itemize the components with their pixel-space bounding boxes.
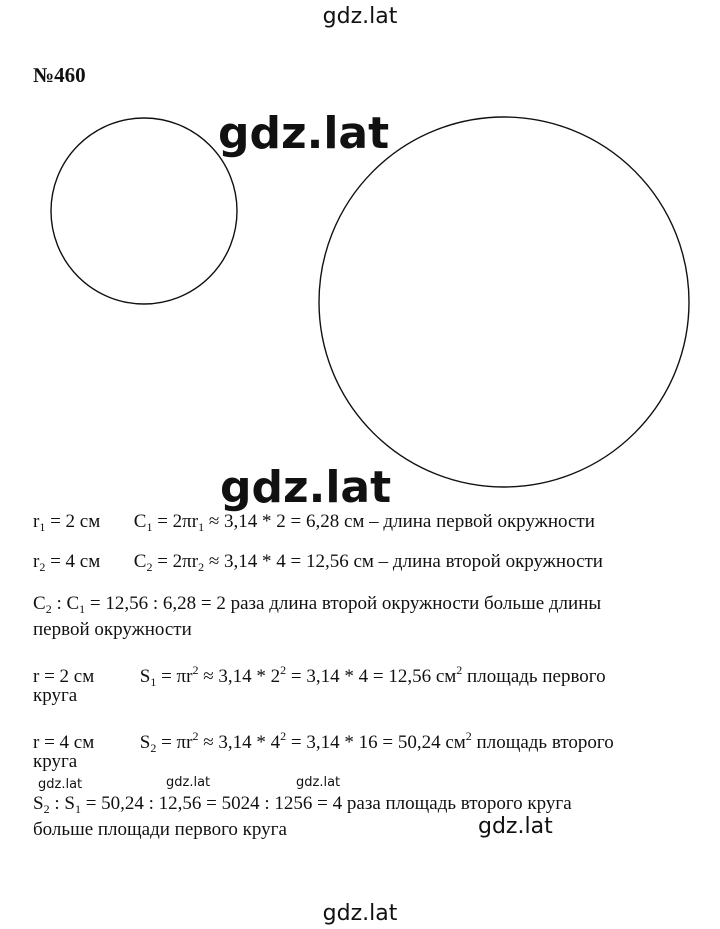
task-number: №460 bbox=[33, 63, 86, 87]
line-radius-1: $r_1 = 2$ см $C_1 = 2\pi r_1 \approx 3,14 * 2 = 6,28$ см – длина первой окружности bbox=[33, 511, 595, 534]
line-area-2-cont: круга bbox=[33, 751, 78, 772]
watermark-small-1: gdz.lat bbox=[38, 777, 83, 792]
watermark-large-2: gdz.lat bbox=[220, 462, 392, 513]
line-ratio-area: $S_2$ : $S_1 = 50,24$ : 12,56 = 5024 : 1256 = 4 раза площадь второго круга bbox=[33, 793, 572, 816]
watermark-small-2: gdz.lat bbox=[166, 775, 211, 790]
line-ratio-area-cont: больше площади первого круга bbox=[33, 819, 287, 840]
watermark-mid: gdz.lat bbox=[478, 814, 553, 839]
line-area-2: r = 4 см $S_2 = \pi r^2 \approx 3,14 * 4^2 = 3,14 * 16 = 50,24$ $см^2$ площадь второго bbox=[33, 729, 614, 755]
line-ratio-length: $C_2$ : $C_1 = 12,56$ : 6,28 = 2 раза длина второй окружности больше длины bbox=[33, 593, 602, 616]
line-radius-2: $r_2 = 4$ см $C_2 = 2\pi r_2 \approx 3,14 * 4 = 12,56$ см – длина второй окружности bbox=[33, 551, 603, 574]
line-area-1: r = 2 см $S_1 = \pi r^2 \approx 3,14 * 2^2 = 3,14 * 4 = 12,56$ $см^2$ площадь первого bbox=[33, 663, 606, 689]
line-ratio-length-cont: первой окружности bbox=[33, 619, 192, 640]
watermark-top: gdz.lat bbox=[322, 4, 398, 29]
watermark-small-3: gdz.lat bbox=[296, 775, 341, 790]
small-circle bbox=[51, 118, 237, 304]
watermark-large-1: gdz.lat bbox=[218, 108, 390, 159]
large-circle bbox=[319, 117, 689, 487]
line-area-1-cont: круга bbox=[33, 685, 78, 706]
watermark-bottom: gdz.lat bbox=[322, 901, 398, 926]
